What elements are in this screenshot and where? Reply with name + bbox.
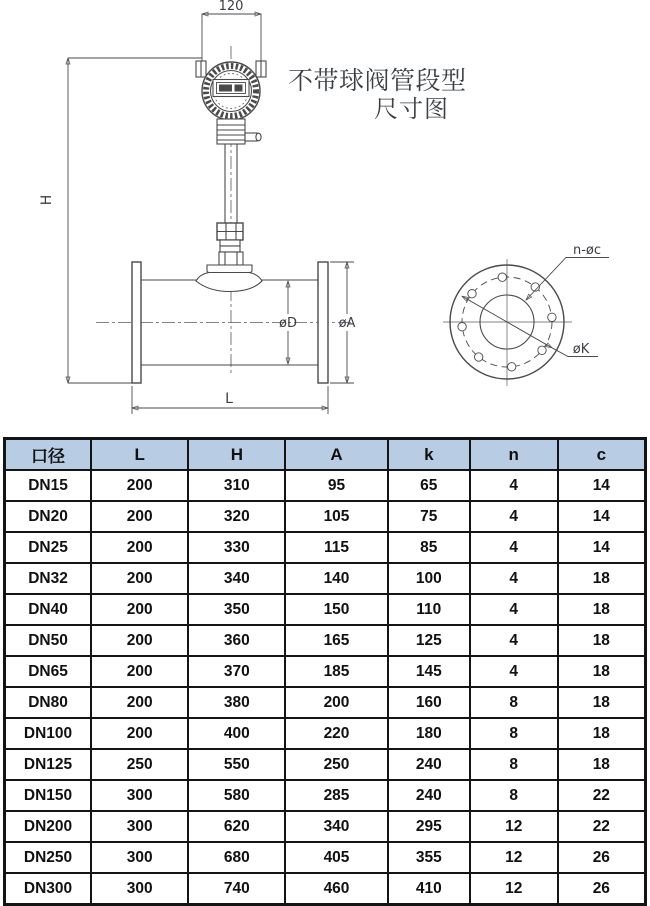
cell-diameter: DN250 <box>5 842 92 873</box>
col-header-n: n <box>470 439 558 471</box>
cell-k: 240 <box>388 749 470 780</box>
table-row <box>5 873 646 905</box>
cell-diameter: DN25 <box>5 532 92 563</box>
bolt-hole <box>538 346 546 354</box>
table-row <box>5 563 646 594</box>
bolt-hole <box>508 363 516 371</box>
table-row <box>5 532 646 563</box>
dimension-table <box>3 437 647 906</box>
cell-c: 18 <box>558 563 646 594</box>
table-row <box>5 718 646 749</box>
dim-nc-label: n-øc <box>572 243 602 258</box>
col-header-c: c <box>558 439 646 471</box>
cell-L: 200 <box>91 501 188 532</box>
bolt-hole <box>475 353 483 361</box>
dim-120-label: 120 <box>218 0 244 14</box>
table-row <box>5 625 646 656</box>
cell-k: 355 <box>388 842 470 873</box>
cell-A: 340 <box>285 811 388 842</box>
cell-A: 165 <box>285 625 388 656</box>
cell-k: 145 <box>388 656 470 687</box>
table-header-row <box>5 439 646 471</box>
transmitter-head <box>196 61 266 120</box>
dim-L-label: L <box>225 391 233 407</box>
cell-diameter: DN100 <box>5 718 92 749</box>
dim-D-label: øD <box>279 316 297 331</box>
bolt-hole <box>458 323 466 331</box>
display-window <box>213 80 249 97</box>
cell-n: 4 <box>470 563 558 594</box>
cell-c: 26 <box>558 873 646 905</box>
cell-A: 95 <box>285 470 388 501</box>
cell-k: 100 <box>388 563 470 594</box>
cell-A: 140 <box>285 563 388 594</box>
cell-H: 310 <box>188 470 285 501</box>
table-row <box>5 687 646 718</box>
cell-n: 12 <box>470 811 558 842</box>
table-row <box>5 594 646 625</box>
cell-L: 200 <box>91 563 188 594</box>
bolt-hole <box>548 313 556 321</box>
cell-L: 300 <box>91 811 188 842</box>
drawing-title-line1: 不带球阀管段型 <box>288 66 467 95</box>
cell-k: 240 <box>388 780 470 811</box>
cell-k: 85 <box>388 532 470 563</box>
cell-diameter: DN125 <box>5 749 92 780</box>
col-header-H: H <box>188 439 285 471</box>
cell-H: 330 <box>188 532 285 563</box>
flange-face-view <box>443 243 609 386</box>
cell-n: 8 <box>470 687 558 718</box>
cell-diameter: DN150 <box>5 780 92 811</box>
cell-L: 200 <box>91 594 188 625</box>
dimension-120 <box>202 0 261 61</box>
cell-H: 350 <box>188 594 285 625</box>
cell-H: 360 <box>188 625 285 656</box>
cell-n: 4 <box>470 532 558 563</box>
dimension-H <box>39 58 202 383</box>
dimension-L <box>132 386 328 414</box>
cell-H: 370 <box>188 656 285 687</box>
dim-H-label: H <box>39 194 55 206</box>
cell-H: 740 <box>188 873 285 905</box>
dimension-D <box>279 281 297 364</box>
cell-k: 110 <box>388 594 470 625</box>
cell-L: 300 <box>91 780 188 811</box>
cell-L: 200 <box>91 687 188 718</box>
cell-L: 200 <box>91 718 188 749</box>
cell-L: 300 <box>91 873 188 905</box>
cell-A: 250 <box>285 749 388 780</box>
cell-A: 150 <box>285 594 388 625</box>
cell-H: 320 <box>188 501 285 532</box>
cell-diameter: DN300 <box>5 873 92 905</box>
cell-L: 250 <box>91 749 188 780</box>
cell-L: 200 <box>91 532 188 563</box>
bolt-hole <box>468 290 476 298</box>
col-header-diameter: 口径 <box>5 439 92 471</box>
cell-A: 285 <box>285 780 388 811</box>
cell-L: 200 <box>91 656 188 687</box>
cell-A: 220 <box>285 718 388 749</box>
cell-H: 620 <box>188 811 285 842</box>
cell-n: 4 <box>470 501 558 532</box>
dim-K-label: øK <box>572 342 590 357</box>
cell-c: 26 <box>558 842 646 873</box>
cell-c: 18 <box>558 656 646 687</box>
cell-c: 18 <box>558 625 646 656</box>
cell-k: 180 <box>388 718 470 749</box>
cell-n: 12 <box>470 842 558 873</box>
cell-diameter: DN40 <box>5 594 92 625</box>
cell-H: 340 <box>188 563 285 594</box>
cell-c: 14 <box>558 470 646 501</box>
cell-n: 4 <box>470 470 558 501</box>
cell-A: 185 <box>285 656 388 687</box>
cell-n: 4 <box>470 656 558 687</box>
bolt-hole <box>498 273 506 281</box>
cell-diameter: DN32 <box>5 563 92 594</box>
cell-H: 380 <box>188 687 285 718</box>
cell-diameter: DN20 <box>5 501 92 532</box>
cell-k: 65 <box>388 470 470 501</box>
cell-c: 22 <box>558 780 646 811</box>
cell-H: 400 <box>188 718 285 749</box>
cell-diameter: DN80 <box>5 687 92 718</box>
cell-c: 22 <box>558 811 646 842</box>
cell-A: 405 <box>285 842 388 873</box>
cell-k: 160 <box>388 687 470 718</box>
cell-c: 18 <box>558 594 646 625</box>
left-flange <box>132 262 141 383</box>
cell-A: 105 <box>285 501 388 532</box>
cell-n: 8 <box>470 780 558 811</box>
cable-entry <box>245 133 257 141</box>
cell-L: 300 <box>91 842 188 873</box>
table-row <box>5 842 646 873</box>
cell-n: 8 <box>470 718 558 749</box>
col-header-k: k <box>388 439 470 471</box>
cell-H: 550 <box>188 749 285 780</box>
cell-A: 460 <box>285 873 388 905</box>
cell-n: 12 <box>470 873 558 905</box>
cell-diameter: DN200 <box>5 811 92 842</box>
table-row <box>5 656 646 687</box>
neck <box>217 119 261 144</box>
mounting-boss <box>196 223 262 292</box>
cell-n: 4 <box>470 594 558 625</box>
drawing-title-line2: 尺寸图 <box>374 95 449 123</box>
cell-L: 200 <box>91 470 188 501</box>
table-row <box>5 501 646 532</box>
table-row <box>5 470 646 501</box>
cell-k: 410 <box>388 873 470 905</box>
cell-H: 580 <box>188 780 285 811</box>
cell-k: 125 <box>388 625 470 656</box>
cell-A: 200 <box>285 687 388 718</box>
cell-n: 8 <box>470 749 558 780</box>
cell-diameter: DN15 <box>5 470 92 501</box>
cell-c: 18 <box>558 687 646 718</box>
cell-c: 18 <box>558 718 646 749</box>
col-header-A: A <box>285 439 388 471</box>
cell-c: 18 <box>558 749 646 780</box>
cell-c: 14 <box>558 501 646 532</box>
col-header-L: L <box>91 439 188 471</box>
right-flange <box>318 262 328 383</box>
cell-diameter: DN50 <box>5 625 92 656</box>
table-row <box>5 749 646 780</box>
cell-A: 115 <box>285 532 388 563</box>
cell-L: 200 <box>91 625 188 656</box>
cell-k: 295 <box>388 811 470 842</box>
dim-A-label: øA <box>338 316 356 331</box>
cell-n: 4 <box>470 625 558 656</box>
table-row <box>5 780 646 811</box>
cell-H: 680 <box>188 842 285 873</box>
table-row <box>5 811 646 842</box>
cell-k: 75 <box>388 501 470 532</box>
cell-diameter: DN65 <box>5 656 92 687</box>
cell-c: 14 <box>558 532 646 563</box>
